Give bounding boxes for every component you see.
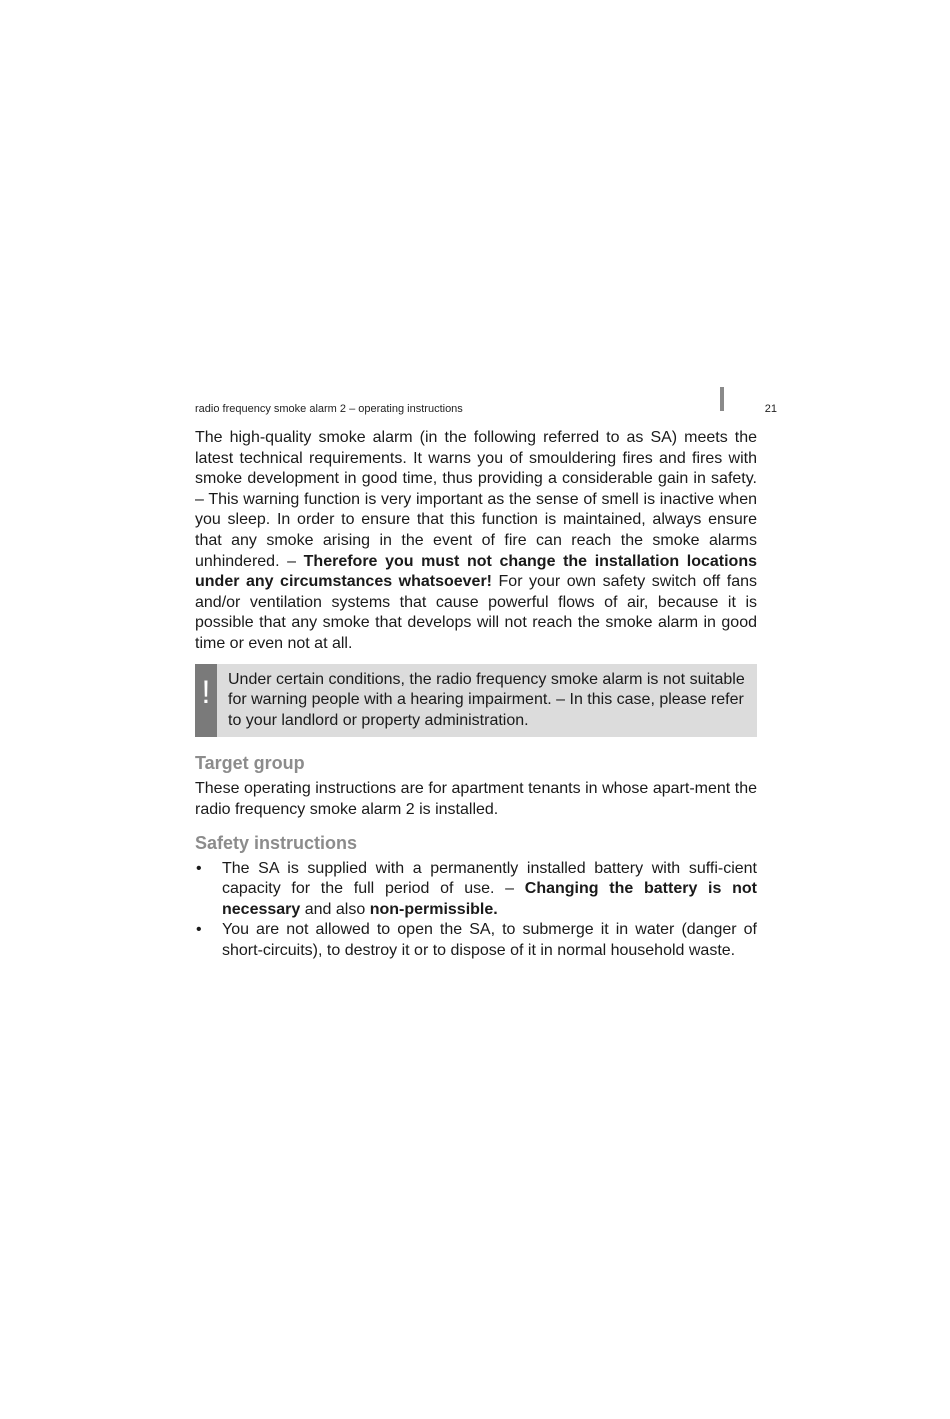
page-content [195,428,757,971]
exclamation-icon: ! [195,664,217,738]
bullet-icon: • [196,921,202,939]
hearing-impairment-note [195,664,757,738]
target-group-heading: Target group [195,753,305,774]
running-title: radio frequency smoke alarm 2 – operating instructions [195,403,463,415]
safety-list [195,859,757,962]
target-group-section [195,751,757,820]
safety-section [195,831,757,962]
note-text: Under certain conditions, the radio frequency smoke alarm is not suitable for warning people with a hearing impairment. – In this case, please refer to your landlord or property administration. [228,670,745,729]
target-group-text: These operating instructions are for apartment tenants in whose apart-ment the radio frequency smoke alarm 2 is installed. [195,780,757,818]
list-item: • The SA is supplied with a permanently installed battery with suffi-cient capacity for the full period of use. – Changing the battery is not necessary and also non-permissible. [196,859,757,918]
safety-heading: Safety instructions [195,832,358,853]
intro-paragraph: The high-quality smoke alarm (in the following referred to as SA) meets the latest technical requirements. It warns you of smouldering fires and fires with smoke development in good time, thus providing a considerable gain in safety. – This warning function is very important as the sense of smell is inactive when you sleep. In order to ensure that this function is maintained, always ensure that any smoke arising in the event of fire can reach the smoke alarms unhindered. – Therefore you must not change the installation locations under any circumstances whatsoever! For your own safety switch off fans and/or ventilation systems that cause powerful flows of air, because it is possible that any smoke that develops will not reach the smoke alarm in good time or even not at all. [195,429,758,652]
bullet-icon: • [196,859,202,877]
language-marker [720,387,724,411]
page-number: 21 [764,403,777,415]
page-header [195,403,777,417]
list-item: • You are not allowed to open the SA, to submerge it in water (danger of short-circuits), to destroy it or to dispose of it in normal household waste. [196,921,757,959]
installation-warning: Therefore you must not change the installation locations under any circumstances whatsoever! [195,552,757,591]
